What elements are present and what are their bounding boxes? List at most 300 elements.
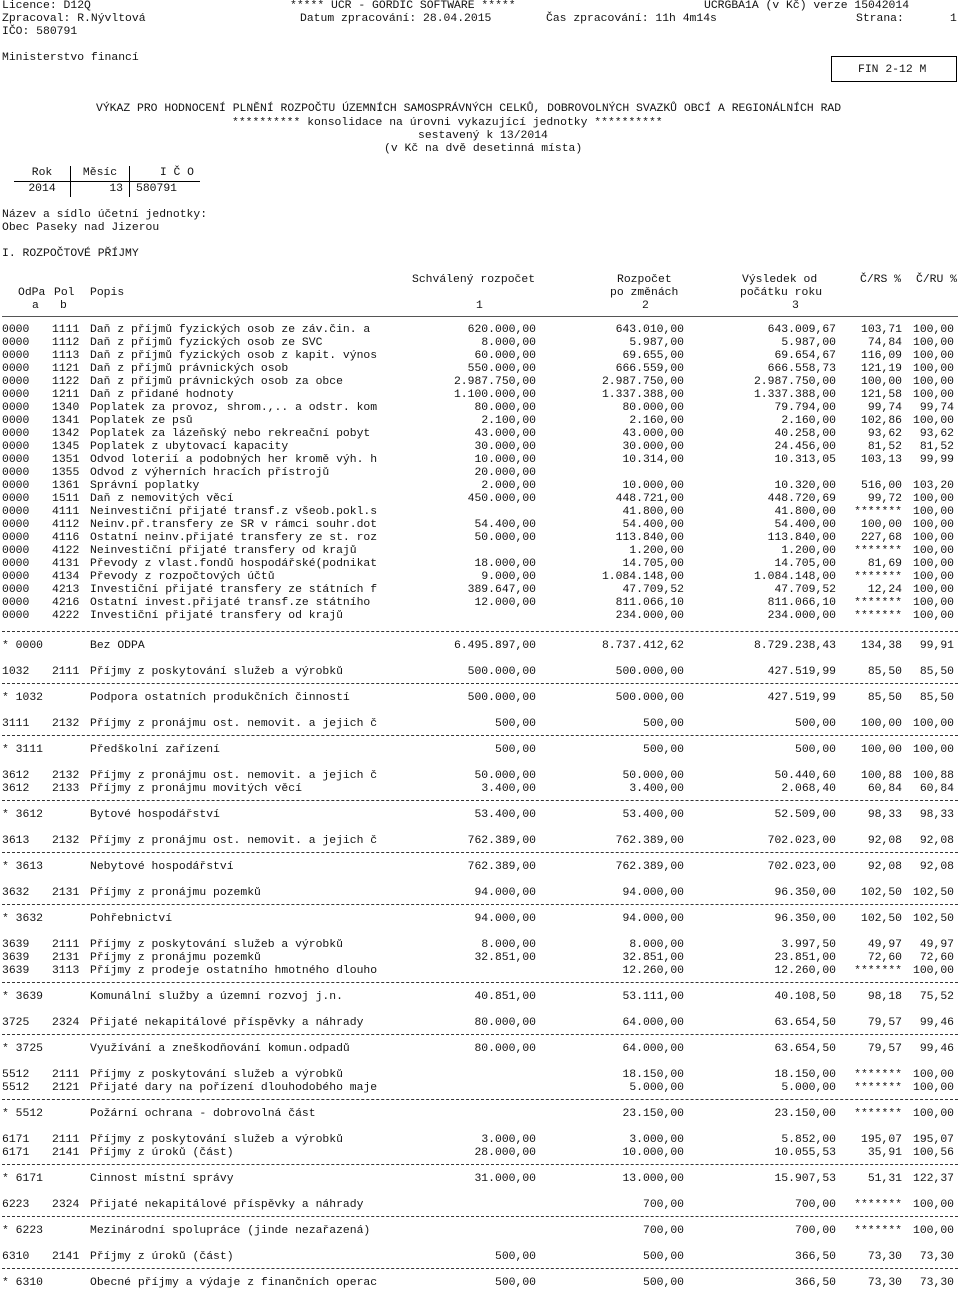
- cell-ru: 100,88: [912, 770, 954, 782]
- cell-v1: 30.000,00: [474, 441, 536, 453]
- cell-odpa: * 0000: [2, 640, 44, 652]
- cell-v1: 2.100,00: [481, 415, 536, 427]
- cell-v2: 54.400,00: [622, 519, 684, 531]
- table-row: [0, 770, 960, 783]
- cell-ru: 100,00: [912, 389, 954, 401]
- cell-odpa: 0000: [2, 441, 30, 453]
- cell-popis: Ostatní invest.přijaté transf.ze státního: [90, 597, 371, 609]
- cell-v1: 500.000,00: [467, 692, 536, 704]
- col-approved-budget: Schválený rozpočet: [412, 274, 536, 286]
- cell-popis: Příjmy z pronájmu pozemků: [90, 887, 261, 899]
- cell-popis: Daň z příjmů právnických osob: [90, 363, 289, 375]
- cell-v2: 43.000,00: [622, 428, 684, 440]
- cell-rs: 73,30: [867, 1251, 902, 1263]
- page-number: 1: [950, 13, 957, 25]
- cell-v3: 666.558,73: [767, 363, 836, 375]
- entity-name: Obec Paseky nad Jizerou: [2, 222, 160, 234]
- cell-rs: 85,50: [867, 666, 902, 678]
- cell-popis: Bytové hospodářství: [90, 809, 220, 821]
- table-row: [0, 965, 960, 978]
- cell-v2: 643.010,00: [615, 324, 684, 336]
- cell-v1: 94.000,00: [474, 913, 536, 925]
- cell-v3: 50.440,60: [774, 770, 836, 782]
- cell-v2: 700,00: [642, 1199, 684, 1211]
- cell-rs: *******: [854, 571, 902, 583]
- cell-rs: 92,08: [867, 861, 902, 873]
- cell-v3: 10.320,00: [774, 480, 836, 492]
- cell-v2: 500,00: [642, 718, 684, 730]
- table-row: [0, 480, 960, 493]
- cell-ru: 100,00: [912, 584, 954, 596]
- cell-rs: 79,57: [867, 1017, 902, 1029]
- col-popis: Popis: [90, 287, 125, 299]
- cell-odpa: 6171: [2, 1147, 30, 1159]
- cell-v2: 64.000,00: [622, 1017, 684, 1029]
- table-row: [0, 506, 960, 519]
- cell-v2: 1.200,00: [629, 545, 684, 557]
- cell-odpa: 0000: [2, 363, 30, 375]
- cell-odpa: 6171: [2, 1134, 30, 1146]
- cell-v2: 50.000,00: [622, 770, 684, 782]
- cell-ru: 100,00: [912, 718, 954, 730]
- cell-v3: 10.055,53: [774, 1147, 836, 1159]
- cell-pol: 1121: [52, 363, 80, 375]
- subtotal-row: [0, 913, 960, 926]
- cell-ru: 100,00: [912, 415, 954, 427]
- currency-note: (v Kč na dvě desetinná místa): [384, 143, 583, 155]
- cell-v1: 54.400,00: [474, 519, 536, 531]
- row-separator: [2, 1034, 958, 1035]
- cell-v1: 3.000,00: [481, 1134, 536, 1146]
- cell-popis: Činnost místní správy: [90, 1173, 234, 1185]
- cell-popis: Obecné příjmy a výdaje z finančních operac: [90, 1277, 378, 1289]
- cell-odpa: * 3613: [2, 861, 44, 873]
- cell-v3: 23.150,00: [774, 1108, 836, 1120]
- cell-popis: Příjmy z pronájmu ost. nemovit. a jejich č: [90, 770, 378, 782]
- cell-odpa: 0000: [2, 610, 30, 622]
- cell-popis: Neinvestiční přijaté transf.z všeob.pokl.s: [90, 506, 378, 518]
- cell-v2: 448.721,00: [615, 493, 684, 505]
- table-row: [0, 835, 960, 848]
- cell-v2: 500,00: [642, 1251, 684, 1263]
- cell-odpa: * 3612: [2, 809, 44, 821]
- cell-popis: Přijaté nekapitálové příspěvky a náhrady: [90, 1199, 364, 1211]
- cell-ru: 100,00: [912, 506, 954, 518]
- cell-rs: 102,86: [860, 415, 902, 427]
- cell-ru: 72,60: [919, 952, 954, 964]
- cell-ru: 100,00: [912, 1199, 954, 1211]
- col-odpa: OdPa: [18, 287, 46, 299]
- cell-v2: 500.000,00: [615, 666, 684, 678]
- cell-rs: 102,50: [860, 913, 902, 925]
- cell-odpa: 1032: [2, 666, 30, 678]
- banner-text: ***** UCR - GORDIC SOFTWARE *****: [290, 0, 516, 12]
- cell-v2: 41.800,00: [622, 506, 684, 518]
- table-row: [0, 666, 960, 679]
- cell-popis: Odvod loterií a podobných her kromě výh. h: [90, 454, 378, 466]
- cell-ru: 122,37: [912, 1173, 954, 1185]
- cell-v2: 1.084.148,00: [601, 571, 684, 583]
- cell-v2: 64.000,00: [622, 1043, 684, 1055]
- cell-rs: 102,50: [860, 887, 902, 899]
- cell-ru: 103,20: [912, 480, 954, 492]
- cell-popis: Převody z vlast.fondů hospodářské(podnikat: [90, 558, 378, 570]
- cell-v2: 666.559,00: [615, 363, 684, 375]
- cell-v3: 23.851,00: [774, 952, 836, 964]
- table-row: [0, 1199, 960, 1212]
- cell-odpa: 0000: [2, 324, 30, 336]
- cell-odpa: 0000: [2, 402, 30, 414]
- cell-rs: 49,97: [867, 939, 902, 951]
- cell-v1: 50.000,00: [474, 532, 536, 544]
- table-row: [0, 441, 960, 454]
- cell-ru: 99,74: [919, 402, 954, 414]
- subtotal-row: [0, 640, 960, 653]
- cell-v1: 500,00: [494, 1277, 536, 1289]
- cell-pol: 4111: [52, 506, 80, 518]
- cell-ru: 92,08: [919, 835, 954, 847]
- cell-popis: Ostatní neinv.přijaté transfery ze st. roz: [90, 532, 378, 544]
- cell-popis: Daň z příjmů fyzických osob z kapit. výnos: [90, 350, 378, 362]
- cell-v3: 448.720,69: [767, 493, 836, 505]
- table-row: [0, 1147, 960, 1160]
- cell-rs: 195,07: [860, 1134, 902, 1146]
- subtotal-row: [0, 1173, 960, 1186]
- cell-odpa: 3725: [2, 1017, 30, 1029]
- cell-v1: 80.000,00: [474, 1043, 536, 1055]
- cell-pol: 2111: [52, 666, 80, 678]
- cell-v2: 1.337.388,00: [601, 389, 684, 401]
- cell-v3: 24.456,00: [774, 441, 836, 453]
- month-label: Měsíc: [71, 166, 130, 182]
- cell-v2: 13.000,00: [622, 1173, 684, 1185]
- cell-rs: *******: [854, 597, 902, 609]
- cell-rs: 93,62: [867, 428, 902, 440]
- cell-v3: 79.794,00: [774, 402, 836, 414]
- row-separator: [2, 1268, 958, 1269]
- cell-v3: 366,50: [794, 1277, 836, 1289]
- cell-rs: 121,19: [860, 363, 902, 375]
- cell-v1: 762.389,00: [467, 835, 536, 847]
- cell-odpa: 0000: [2, 467, 30, 479]
- cell-v3: 40.258,00: [774, 428, 836, 440]
- cell-v2: 12.260,00: [622, 965, 684, 977]
- cell-v1: 32.851,00: [474, 952, 536, 964]
- cell-popis: Příjmy z pronájmu movitých věcí: [90, 783, 302, 795]
- cell-pol: 1113: [52, 350, 80, 362]
- cell-v3: 700,00: [794, 1225, 836, 1237]
- cell-ru: 99,91: [919, 640, 954, 652]
- col-b: b: [60, 300, 67, 312]
- cell-pol: 1340: [52, 402, 80, 414]
- cell-rs: 134,38: [860, 640, 902, 652]
- cell-ru: 100,00: [912, 965, 954, 977]
- row-separator: [2, 982, 958, 983]
- subtotal-row: [0, 1108, 960, 1121]
- cell-v1: 500,00: [494, 1251, 536, 1263]
- cell-odpa: * 3639: [2, 991, 44, 1003]
- entity-label: Název a sídlo účetní jednotky:: [2, 209, 208, 221]
- processing-date: Datum zpracování: 28.04.2015: [300, 13, 492, 25]
- cell-popis: Poplatek z ubytovací kapacity: [90, 441, 289, 453]
- cell-popis: Příjmy z pronájmu ost. nemovit. a jejich č: [90, 835, 378, 847]
- table-row: [0, 887, 960, 900]
- cell-v2: 80.000,00: [622, 402, 684, 414]
- cell-v1: 80.000,00: [474, 1017, 536, 1029]
- cell-rs: 103,13: [860, 454, 902, 466]
- cell-odpa: 0000: [2, 519, 30, 531]
- cell-popis: Daň z příjmů fyzických osob ze SVČ: [90, 337, 323, 349]
- cell-v1: 94.000,00: [474, 887, 536, 899]
- row-separator: [2, 852, 958, 853]
- cell-v2: 14.705,00: [622, 558, 684, 570]
- cell-pol: 2324: [52, 1017, 80, 1029]
- cell-popis: Příjmy z pronájmu pozemků: [90, 952, 261, 964]
- row-separator: [2, 1164, 958, 1165]
- cell-ru: 100,00: [912, 519, 954, 531]
- cell-pol: 1361: [52, 480, 80, 492]
- col-1: 1: [476, 300, 483, 312]
- cell-pol: 2132: [52, 770, 80, 782]
- cell-rs: 103,71: [860, 324, 902, 336]
- cell-v3: 234.000,00: [767, 610, 836, 622]
- table-row: [0, 571, 960, 584]
- ico-value: 580791: [130, 182, 201, 198]
- program-version: UCRGBA1A (v Kč) verze 15042014: [704, 0, 910, 12]
- cell-rs: 81,69: [867, 558, 902, 570]
- cell-ru: 100,00: [912, 597, 954, 609]
- cell-popis: Poplatek ze psů: [90, 415, 193, 427]
- cell-rs: *******: [854, 1225, 902, 1237]
- cell-v1: 620.000,00: [467, 324, 536, 336]
- table-row: [0, 324, 960, 337]
- cell-odpa: 0000: [2, 376, 30, 388]
- cell-rs: 116,09: [860, 350, 902, 362]
- cell-v1: 450.000,00: [467, 493, 536, 505]
- cell-v3: 3.997,50: [781, 939, 836, 951]
- cell-v3: 12.260,00: [774, 965, 836, 977]
- cell-odpa: * 6223: [2, 1225, 44, 1237]
- cell-ru: 100,00: [912, 571, 954, 583]
- cell-v3: 15.907,53: [774, 1173, 836, 1185]
- cell-v3: 366,50: [794, 1251, 836, 1263]
- cell-v1: 2.987.750,00: [453, 376, 536, 388]
- cell-v2: 10.000,00: [622, 1147, 684, 1159]
- ministry-name: Ministerstvo financí: [2, 52, 139, 64]
- cell-v2: 47.709,52: [622, 584, 684, 596]
- cell-v2: 500.000,00: [615, 692, 684, 704]
- cell-odpa: 0000: [2, 350, 30, 362]
- table-row: [0, 428, 960, 441]
- cell-ru: 100,00: [912, 610, 954, 622]
- cell-pol: 4122: [52, 545, 80, 557]
- cell-odpa: 0000: [2, 584, 30, 596]
- ico-text: IČO: 580791: [2, 26, 78, 38]
- cell-rs: 35,91: [867, 1147, 902, 1159]
- cell-pol: 1342: [52, 428, 80, 440]
- cell-v2: 700,00: [642, 1225, 684, 1237]
- cell-v1: 3.400,00: [481, 783, 536, 795]
- cell-v2: 23.150,00: [622, 1108, 684, 1120]
- cell-v1: 8.000,00: [481, 337, 536, 349]
- subtotal-row: [0, 861, 960, 874]
- cell-v3: 41.800,00: [774, 506, 836, 518]
- cell-odpa: 3613: [2, 835, 30, 847]
- cell-ru: 49,97: [919, 939, 954, 951]
- section-title: I. ROZPOČTOVÉ PŘÍJMY: [2, 248, 139, 260]
- cell-popis: Příjmy z prodeje ostatního hmotného dlouho: [90, 965, 378, 977]
- cell-rs: *******: [854, 1082, 902, 1094]
- cell-ru: 85,50: [919, 666, 954, 678]
- cell-v3: 96.350,00: [774, 913, 836, 925]
- cell-v1: 12.000,00: [474, 597, 536, 609]
- cell-popis: Pohřebnictví: [90, 913, 173, 925]
- cell-v3: 8.729.238,43: [753, 640, 836, 652]
- cell-rs: 100,00: [860, 376, 902, 388]
- cell-v3: 811.066,10: [767, 597, 836, 609]
- cell-odpa: 0000: [2, 545, 30, 557]
- cell-ru: 100,00: [912, 493, 954, 505]
- cell-odpa: 0000: [2, 558, 30, 570]
- cell-pol: 2141: [52, 1147, 80, 1159]
- cell-rs: *******: [854, 610, 902, 622]
- cell-v1: 389.647,00: [467, 584, 536, 596]
- cell-ru: 85,50: [919, 692, 954, 704]
- cell-v2: 10.000,00: [622, 480, 684, 492]
- cell-v1: 550.000,00: [467, 363, 536, 375]
- cell-popis: Příjmy z úroků (část): [90, 1147, 234, 1159]
- cell-rs: 100,00: [860, 744, 902, 756]
- report-title: VÝKAZ PRO HODNOCENÍ PLNĚNÍ ROZPOČTU ÚZEMNÍCH SAMOSPRÁVNÝCH CELKŮ, DOBROVOLNÝCH SVAZKŮ OBCÍ A REGIONÁLNÍCH RAD: [96, 103, 842, 115]
- cell-v3: 643.009,67: [767, 324, 836, 336]
- table-row: [0, 376, 960, 389]
- cell-pol: 3113: [52, 965, 80, 977]
- cell-ru: 100,00: [912, 350, 954, 362]
- cell-pol: 2111: [52, 1069, 80, 1081]
- cell-pol: 1355: [52, 467, 80, 479]
- cell-v3: 10.313,05: [774, 454, 836, 466]
- cell-rs: 51,31: [867, 1173, 902, 1185]
- col-pol: Pol: [54, 287, 75, 299]
- cell-odpa: 0000: [2, 597, 30, 609]
- col-2: 2: [642, 300, 649, 312]
- cell-v3: 700,00: [794, 1199, 836, 1211]
- cell-pol: 2131: [52, 887, 80, 899]
- table-row: [0, 558, 960, 571]
- cell-ru: 100,00: [912, 363, 954, 375]
- cell-odpa: 3612: [2, 770, 30, 782]
- table-row: [0, 1134, 960, 1147]
- cell-ru: 100,00: [912, 337, 954, 349]
- cell-popis: Daň z příjmů právnických osob za obce: [90, 376, 343, 388]
- cell-popis: Neinv.př.transfery ze SR v rámci souhr.dot: [90, 519, 378, 531]
- cell-popis: Podpora ostatních produkčních činností: [90, 692, 350, 704]
- cell-odpa: * 5512: [2, 1108, 44, 1120]
- cell-v1: 762.389,00: [467, 861, 536, 873]
- cell-rs: 99,72: [867, 493, 902, 505]
- cell-pol: 4222: [52, 610, 80, 622]
- table-row: [0, 610, 960, 623]
- cell-ru: 75,52: [919, 991, 954, 1003]
- cell-pol: 2141: [52, 1251, 80, 1263]
- cell-popis: Předškolní zařízení: [90, 744, 220, 756]
- cell-odpa: 0000: [2, 415, 30, 427]
- cell-v3: 2.068,40: [781, 783, 836, 795]
- cell-odpa: 0000: [2, 480, 30, 492]
- cell-ru: 98,33: [919, 809, 954, 821]
- cell-pol: 2132: [52, 718, 80, 730]
- cell-v2: 10.314,00: [622, 454, 684, 466]
- cell-pol: 4112: [52, 519, 80, 531]
- form-code: FIN 2-12 M: [858, 64, 927, 76]
- cell-odpa: 3639: [2, 965, 30, 977]
- cell-odpa: 3111: [2, 718, 30, 730]
- cell-rs: 81,52: [867, 441, 902, 453]
- cell-v1: 80.000,00: [474, 402, 536, 414]
- cell-popis: Příjmy z poskytování služeb a výrobků: [90, 666, 343, 678]
- cell-v2: 5.987,00: [629, 337, 684, 349]
- cell-odpa: 0000: [2, 493, 30, 505]
- cell-v2: 53.400,00: [622, 809, 684, 821]
- cell-rs: 99,74: [867, 402, 902, 414]
- table-row: [0, 415, 960, 428]
- cell-rs: *******: [854, 1108, 902, 1120]
- table-row: [0, 1069, 960, 1082]
- cell-v2: 3.000,00: [629, 1134, 684, 1146]
- cell-popis: Investiční přijaté transfery od krajů: [90, 610, 343, 622]
- cell-v1: 40.851,00: [474, 991, 536, 1003]
- cell-ru: 100,00: [912, 1069, 954, 1081]
- cell-rs: 12,24: [867, 584, 902, 596]
- cell-v2: 8.000,00: [629, 939, 684, 951]
- cell-v3: 18.150,00: [774, 1069, 836, 1081]
- cell-v3: 5.000,00: [781, 1082, 836, 1094]
- cell-odpa: * 1032: [2, 692, 44, 704]
- cell-v3: 5.987,00: [781, 337, 836, 349]
- cell-v3: 96.350,00: [774, 887, 836, 899]
- cell-odpa: 5512: [2, 1082, 30, 1094]
- cell-pol: 2131: [52, 952, 80, 964]
- cell-ru: 100,00: [912, 558, 954, 570]
- cell-ru: 102,50: [912, 913, 954, 925]
- cell-v2: 762.389,00: [615, 861, 684, 873]
- cell-rs: 73,30: [867, 1277, 902, 1289]
- cell-rs: *******: [854, 545, 902, 557]
- cell-odpa: * 6171: [2, 1173, 44, 1185]
- cell-v1: 1.100.000,00: [453, 389, 536, 401]
- cell-ru: 100,00: [912, 744, 954, 756]
- table-row: [0, 363, 960, 376]
- cell-v1: 500,00: [494, 744, 536, 756]
- cell-pol: 2111: [52, 939, 80, 951]
- cell-popis: Poplatek za lázeňský nebo rekreační pobyt: [90, 428, 371, 440]
- row-separator: [2, 735, 958, 736]
- cell-v2: 500,00: [642, 744, 684, 756]
- cell-v2: 811.066,10: [615, 597, 684, 609]
- cell-v3: 500,00: [794, 718, 836, 730]
- row-separator: [2, 683, 958, 684]
- cell-v1: 50.000,00: [474, 770, 536, 782]
- subtotal-row: [0, 1225, 960, 1238]
- cell-v3: 427.519,99: [767, 692, 836, 704]
- col-result: Výsledek od: [742, 274, 818, 286]
- ico-label: I Č O: [130, 166, 201, 182]
- col-after-changes: po změnách: [610, 287, 679, 299]
- col-rs-percent: Č/RS %: [860, 274, 902, 286]
- cell-pol: 1341: [52, 415, 80, 427]
- cell-odpa: 6223: [2, 1199, 30, 1211]
- cell-popis: Neinvestiční přijaté transfery od krajů: [90, 545, 357, 557]
